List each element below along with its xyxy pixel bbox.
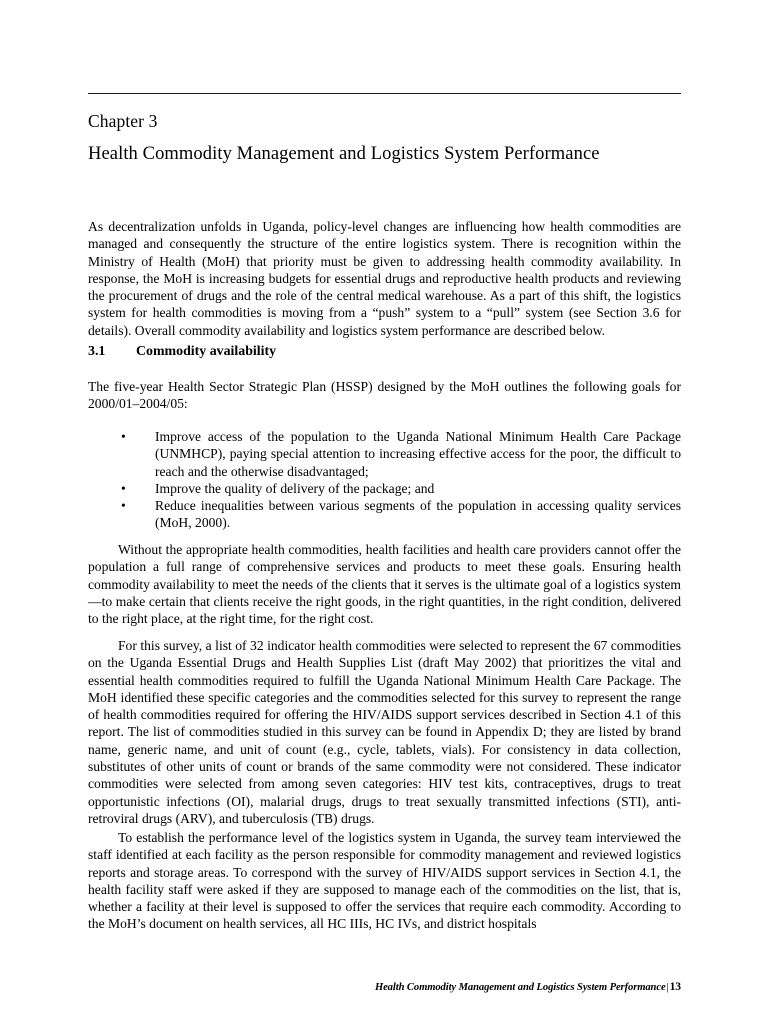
- list-item-text: Improve access of the population to the Uganda National Minimum Health Care Package (UNMHCP), paying special attention to increasing effective access for the poor, the difficult to reach and the otherwise disadvantaged;: [155, 429, 681, 479]
- paragraph-for-this-survey: For this survey, a list of 32 indicator health commodities were selected to represent the 67 commodities on the Uganda Essential Drugs and Health Supplies List (draft May 2002) that prioritizes the vital and essential health commodities required to fulfill the Uganda National Minimum Health Care Package. The MoH identified these specific categories and the commodities selected for this survey to represent the range of health commodities required for offering the HIV/AIDS support services described in Section 4.1 of this report. The list of commodities studied in this survey can be found in Appendix D; they are listed by brand name, generic name, and unit of count (e.g., cycle, tablets, vials). For consistency in data collection, substitutes of other units of count or brands of the same commodity were not considered. These indicator commodities were selected from among seven categories: HIV test kits, contraceptives, drugs to treat opportunistic infections (OI), malarial drugs, drugs to treat sexually transmitted infections (STI), anti-retroviral drugs (ARV), and tuberculosis (TB) drugs.: [88, 638, 681, 826]
- section-title: Commodity availability: [136, 344, 277, 359]
- list-item: [88, 497, 681, 532]
- list-item: [88, 428, 681, 480]
- section-number: 3.1: [88, 344, 106, 359]
- intro-paragraph: As decentralization unfolds in Uganda, policy-level changes are influencing how health commodities are managed and consequently the structure of the entire logistics system. There is recognition within the Ministry of Health (MoH) that priority must be given to addressing health commodity availability. In response, the MoH is increasing budgets for essential drugs and reproductive health products and reviewing the procurement of drugs and the role of the central medical warehouse. As a part of this shift, the logistics system for health commodities is moving from a “push” system to a “pull” system (see Section 3.6 for details). Overall commodity availability and logistics system performance are described below.: [88, 219, 681, 338]
- page-number: 13: [669, 980, 681, 993]
- list-item: [88, 480, 681, 497]
- bullet-icon: •: [121, 429, 126, 444]
- chapter-label: Chapter 3: [88, 111, 158, 131]
- list-item-text: Reduce inequalities between various segments of the population in accessing quality services (MoH, 2000).: [155, 498, 681, 531]
- footer-separator: |: [666, 982, 669, 993]
- bullet-icon: •: [121, 480, 126, 496]
- header-rule: [88, 93, 681, 94]
- paragraph-without-commodities: Without the appropriate health commodities, health facilities and health care providers cannot offer the population a full range of comprehensive services and products to meet these goals. Ensuring health commodity availability to meet the needs of the clients that it serves is the ultimate goal of a logistics system—to make certain that clients receive the right goods, in the right quantities, in the right condition, delivered to the right place, at the right time, for the right cost.: [88, 542, 681, 627]
- page-footer: [375, 980, 681, 993]
- paragraph-to-establish: To establish the performance level of the logistics system in Uganda, the survey team interviewed the staff identified at each facility as the person responsible for commodity management and reviewed logistics reports and storage areas. To correspond with the survey of HIV/AIDS support services in Section 4.1, the health facility staff were asked if they are supposed to manage each of the commodities on the list, that is, whether a facility at their level is supposed to offer the services that require each commodity. According to the MoH’s document on health services, all HC IIIs, HC IVs, and district hospitals: [88, 830, 681, 932]
- footer-title: Health Commodity Management and Logistics System Performance: [374, 982, 666, 993]
- bullet-icon: •: [121, 498, 126, 514]
- list-item-text: Improve the quality of delivery of the package; and: [155, 480, 435, 496]
- section-heading-3-1: [88, 343, 681, 361]
- page-title: Health Commodity Management and Logistics System Performance: [88, 144, 600, 164]
- goals-bullet-list: [88, 428, 681, 532]
- section-lead-paragraph: The five-year Health Sector Strategic Plan (HSSP) designed by the MoH outlines the following goals for 2000/01–2004/05:: [88, 379, 681, 412]
